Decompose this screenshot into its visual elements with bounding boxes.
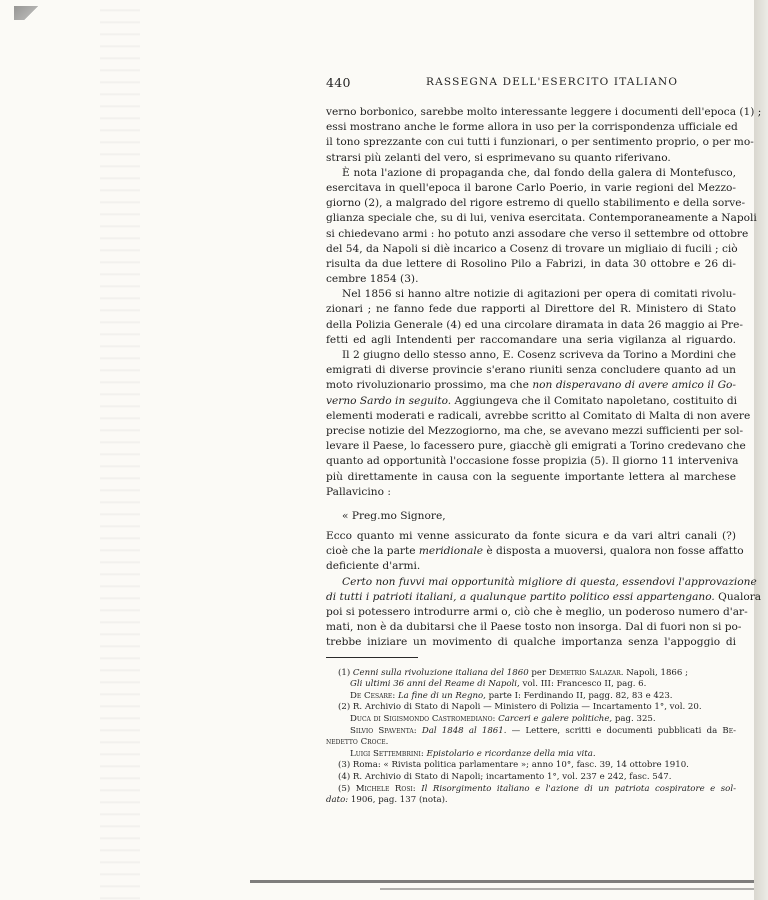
text-line bbox=[326, 257, 736, 272]
text-line bbox=[326, 620, 742, 635]
footnote-line-segment: parte I: Ferdinando II, pagg. 82, 83 e 423. bbox=[485, 690, 673, 701]
text-line bbox=[326, 485, 736, 500]
page-header bbox=[326, 75, 736, 93]
text-line bbox=[326, 635, 736, 650]
text-line-segment: mati, non è da dubitarsi che il Paese tosto non insorga. Dal di fuori non si po- bbox=[326, 621, 742, 634]
text-line bbox=[326, 211, 757, 226]
footnote-line-segment: : bbox=[412, 783, 422, 794]
text-line bbox=[326, 287, 736, 302]
scan-artifact-line bbox=[380, 888, 754, 890]
text-line bbox=[326, 242, 736, 257]
text-line-segment: verno Sardo in seguito. bbox=[326, 394, 452, 407]
text-line-segment: risulta da due lettere di Rosolino Pilo a Fabrizi, in data 30 ottobre e 26 di- bbox=[326, 257, 736, 270]
footnote-line bbox=[326, 702, 736, 714]
footnote-line-segment: Silvio Spaventa bbox=[350, 725, 414, 736]
footnote-line bbox=[326, 714, 736, 726]
text-line bbox=[326, 181, 736, 196]
text-line-segment: non disperavano di avere amico il Go- bbox=[532, 379, 736, 392]
footnote-line-segment: 1906, pag. 137 (nota). bbox=[348, 795, 448, 806]
footnote-line-segment: Michele Rosi bbox=[355, 783, 413, 794]
text-line bbox=[326, 529, 736, 544]
text-line bbox=[326, 348, 736, 363]
text-line bbox=[326, 409, 751, 424]
text-line bbox=[326, 470, 736, 485]
text-line bbox=[326, 544, 744, 559]
text-line-segment: più direttamente in causa con la seguente importante lettera al marchese bbox=[326, 470, 736, 483]
running-head: RASSEGNA DELL'ESERCITO ITALIANO bbox=[426, 76, 679, 88]
footnote-line-segment: Epistolario e ricordanze della mia vita. bbox=[426, 748, 596, 759]
footnote-line-segment: Duca di Sigismondo Castromediano bbox=[350, 713, 493, 724]
footnote-line-segment: : bbox=[392, 690, 398, 701]
text-line bbox=[326, 605, 748, 620]
footnote-line-segment: Cenni sulla rivoluzione italiana del 1860 bbox=[352, 667, 529, 678]
page-number: 440 bbox=[326, 75, 351, 90]
text-line-segment: levare il Paese, lo facessero pure, giacchè gli emigrati a Torino credevano che bbox=[326, 440, 746, 453]
text-line-segment: si chiedevano armi : ho potuto anzi assodare che verso il settembre od ottobre bbox=[326, 227, 749, 240]
text-line bbox=[326, 318, 743, 333]
text-line bbox=[326, 424, 744, 439]
text-line-segment: cembre 1854 (3). bbox=[326, 273, 419, 286]
text-line bbox=[326, 394, 736, 409]
footnote-line-segment: (3) Roma: « Rivista politica parlamentare »; anno 10°, fasc. 39, 14 ottobre 1910. bbox=[338, 760, 689, 771]
footnote-line bbox=[326, 772, 736, 784]
footnote-line bbox=[326, 679, 736, 691]
text-line-segment: elementi moderati e radicali, avrebbe scritto al Comitato di Malta di non avere bbox=[326, 409, 751, 422]
text-line-segment: deficiente d'armi. bbox=[326, 560, 421, 573]
text-line-segment: del 54, da Napoli si diè incarico a Cosenz di trovare un migliaio di fucili ; ciò bbox=[326, 242, 738, 255]
footnote-line-segment: : bbox=[420, 748, 427, 759]
text-line-segment: strarsi più zelanti del vero, si esprimevano su quanto riferivano. bbox=[326, 151, 671, 164]
footnote-line-segment: pag. 325. bbox=[612, 713, 656, 724]
text-line-segment: glianza speciale che, su di lui, veniva esercitata. Contemporaneamente a Napoli bbox=[326, 212, 757, 225]
footnote-line-segment: De Cesare bbox=[350, 690, 393, 701]
footnote-line-segment: — Lettere, scritti e documenti pubblicati da bbox=[506, 725, 723, 736]
text-line bbox=[326, 590, 762, 605]
footnote-line-segment: Carceri e galere politiche, bbox=[498, 713, 613, 724]
footnote-line-segment: (4) R. Archivio di Stato di Napoli; incartamento 1°, vol. 237 e 242, fasc. 547. bbox=[338, 771, 672, 782]
text-line-segment: Aggiungeva che il Comitato napoletano, costituito di bbox=[451, 394, 738, 407]
footnote-line-segment: Gli ultimi 36 anni del Reame di Napoli, bbox=[350, 679, 520, 690]
footnote-line-segment: Demetrio Salazar bbox=[548, 667, 621, 678]
text-line-segment: poi si potessero introdurre armi o, ciò che è meglio, un poderoso numero d'ar- bbox=[326, 606, 748, 618]
text-line-segment: cioè che la parte bbox=[326, 545, 419, 558]
text-line-segment: Nel 1856 si hanno altre notizie di agitazioni per opera di comitati rivolu- bbox=[342, 288, 736, 301]
text-line-segment: di tutti i patrioti italiani, a qualunque partito politico essi appartengano. bbox=[326, 590, 715, 603]
footnote-line bbox=[326, 795, 736, 807]
text-line-segment: Pallavicino : bbox=[326, 485, 391, 498]
text-line bbox=[326, 509, 736, 524]
text-line bbox=[326, 378, 736, 393]
text-line bbox=[326, 227, 749, 242]
footnote-line bbox=[326, 668, 736, 680]
text-line bbox=[326, 333, 736, 348]
text-line bbox=[326, 120, 736, 135]
text-line-segment: essi mostrano anche le forme allora in uso per la corrispondenza ufficiale ed bbox=[326, 121, 738, 134]
scan-artifact-line bbox=[250, 880, 754, 883]
text-line-segment: Qualora bbox=[714, 590, 762, 603]
footnote-line-segment: dato: bbox=[326, 795, 349, 806]
footnote-line-segment: (1) bbox=[338, 667, 353, 678]
footnote-line-segment: . Napoli, 1866 ; bbox=[620, 667, 688, 678]
footnote-line-segment: Dal 1848 al 1861. bbox=[421, 725, 507, 736]
footnote-line-segment: La fine di un Regno, bbox=[397, 690, 486, 701]
footnote-rule bbox=[326, 657, 418, 658]
text-line-segment: trebbe iniziare un movimento di qualche importanza senza l'appoggio di bbox=[326, 636, 736, 649]
body-text bbox=[326, 105, 762, 807]
text-line-segment: meridionale bbox=[418, 545, 483, 558]
footnote-line-segment: Il Risorgimento italiano e l'azione di un patriota cospiratore e sol- bbox=[421, 783, 736, 794]
text-line bbox=[326, 135, 754, 150]
footnote-line-segment: : bbox=[413, 725, 422, 736]
text-line-segment: della Polizia Generale (4) ed una circolare diramata in data 26 maggio ai Pre- bbox=[326, 318, 743, 331]
footnote-line-segment: Luigi Settembrini bbox=[350, 748, 421, 759]
footnote-line-segment: nedetto Croce bbox=[326, 737, 386, 748]
text-line bbox=[326, 454, 739, 469]
text-line bbox=[326, 151, 736, 166]
text-line bbox=[326, 166, 736, 181]
text-line-segment: è disposta a muoversi, qualora non fosse affatto bbox=[482, 545, 744, 558]
text-line bbox=[326, 559, 736, 574]
text-line bbox=[326, 363, 736, 378]
footnote-line bbox=[326, 784, 736, 796]
footnote-line bbox=[326, 737, 736, 749]
text-line-segment: il tono sprezzante con cui tutti i funzionari, o per sentimento proprio, o per mo- bbox=[326, 136, 754, 149]
text-line-segment: precise notizie del Mezzogiorno, ma che, se avevano mezzi sufficienti per sol- bbox=[326, 424, 744, 437]
text-line bbox=[326, 575, 757, 590]
page-edge bbox=[754, 0, 768, 900]
text-line-segment: « Preg.mo Signore, bbox=[342, 509, 446, 522]
binding-gutter bbox=[100, 0, 140, 900]
footnote-line-segment: . bbox=[385, 737, 389, 748]
scan-corner-mark bbox=[14, 6, 40, 20]
text-line-segment: moto rivoluzionario prossimo, ma che bbox=[326, 379, 533, 392]
text-line-segment: Ecco quanto mi venne assicurato da fonte sicura e da vari altri canali (?) bbox=[326, 530, 736, 543]
footnotes bbox=[326, 668, 736, 807]
footnote-line-segment: : bbox=[492, 713, 499, 724]
text-line-segment: Il 2 giugno dello stesso anno, E. Cosenz scriveva da Torino a Mordini che bbox=[342, 349, 736, 361]
text-line-segment: giorno (2), a malgrado del rigore estremo di quello stabilimento e della sorve- bbox=[326, 197, 746, 210]
paragraph-gap bbox=[326, 500, 736, 509]
footnote-line-segment: (2) R. Archivio di Stato di Napoli — Ministero di Polizia — Incartamento 1°, vol. 20. bbox=[338, 702, 702, 713]
text-line bbox=[326, 272, 736, 287]
footnote-line-segment: per bbox=[528, 667, 549, 678]
body-lines bbox=[326, 105, 762, 651]
text-line-segment: Certo non fuvvi mai opportunità migliore di questa, essendovi l'approvazione bbox=[342, 575, 757, 588]
footnote-line bbox=[326, 760, 736, 772]
text-line bbox=[326, 439, 746, 454]
text-line-segment: esercitava in quell'epoca il barone Carlo Poerio, in varie regioni del Mezzo- bbox=[326, 181, 736, 194]
text-line-segment: È nota l'azione di propaganda che, dal fondo della galera di Montefusco, bbox=[342, 166, 736, 179]
text-line-segment: emigrati di diverse provincie s'erano riuniti senza concludere quanto ad un bbox=[326, 364, 736, 377]
text-line bbox=[326, 105, 762, 120]
text-line-segment: zionari ; ne fanno fede due rapporti al Direttore del R. Ministero di Stato bbox=[326, 303, 736, 316]
footnote-line bbox=[326, 691, 736, 703]
text-line-segment: fetti ed agli Intendenti per raccomandare una seria vigilanza al riguardo. bbox=[326, 333, 736, 346]
text-line bbox=[326, 196, 746, 211]
footnote-line-segment: (5) bbox=[338, 783, 356, 794]
footnote-line-segment: Be- bbox=[722, 725, 736, 736]
footnote-line bbox=[326, 749, 736, 761]
footnote-line-segment: vol. III: Francesco II, pag. 6. bbox=[519, 679, 647, 690]
footnote-line bbox=[326, 726, 736, 738]
text-line bbox=[326, 302, 736, 317]
text-line-segment: quanto ad opportunità l'occasione fosse propizia (5). Il giorno 11 interveniva bbox=[326, 455, 739, 468]
text-line-segment: verno borbonico, sarebbe molto interessante leggere i documenti dell'epoca (1) ; bbox=[326, 106, 762, 118]
